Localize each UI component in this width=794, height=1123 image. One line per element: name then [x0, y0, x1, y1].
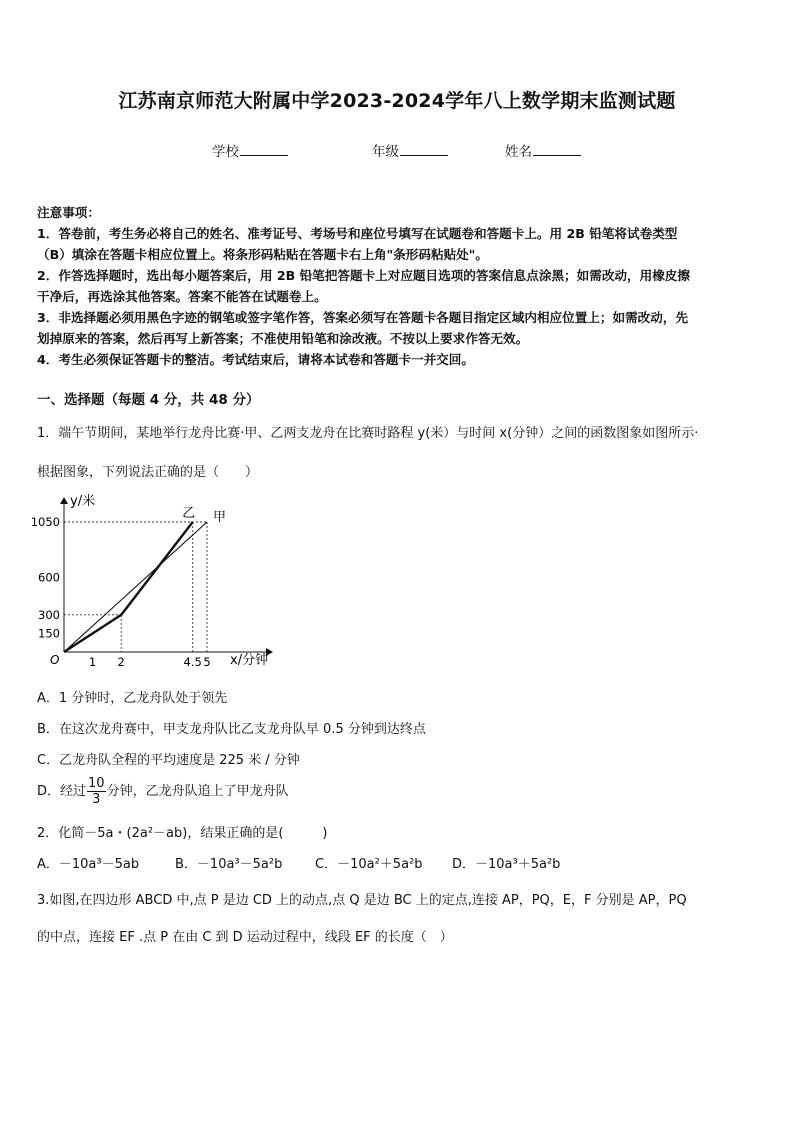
- q1-option-d-prefix: D．经过: [37, 784, 87, 799]
- grade-blank: [400, 142, 448, 156]
- q3-stem-line1: 3.如图,在四边形 ABCD 中,点 P 是边 CD 上的动点,点 Q 是边 BC 上的定点,连接 AP，PQ，E，F 分别是 AP，PQ: [37, 893, 687, 908]
- origin-label: O: [50, 653, 60, 667]
- note-line: （B）填涂在答题卡相应位置上。将条形码粘贴在答题卡右上角"条形码粘贴处"。: [37, 247, 488, 262]
- grade-label: 年级: [372, 144, 399, 160]
- series-label: 乙: [182, 506, 196, 522]
- x-axis-label: x/分钟: [230, 653, 269, 668]
- y-tick-label: 300: [38, 607, 60, 622]
- q1-stem-line2: 根据图象，下列说法正确的是（ ）: [37, 465, 259, 480]
- series-line-yi: [64, 522, 193, 652]
- fraction-numerator: 10: [88, 776, 105, 791]
- notes-heading: 注意事项：: [37, 205, 100, 220]
- name-field: [505, 140, 581, 160]
- y-axis-label: y/米: [70, 494, 96, 509]
- name-label: 姓名: [505, 144, 532, 160]
- note-line: 3．非选择题必须用黑色字迹的钢笔或签字笔作答，答案必须写在答题卡各题目指定区域内相应位置上；如需改动，先: [37, 310, 689, 325]
- school-field: [212, 140, 288, 160]
- fraction: [87, 776, 106, 807]
- note-line: 2．作答选择题时，选出每小题答案后，用 2B 铅笔把答题卡上对应题目选项的答案信息点涂黑；如需改动，用橡皮擦: [37, 268, 690, 283]
- q1-option-c: C．乙龙舟队全程的平均速度是 225 米 / 分钟: [37, 753, 300, 768]
- x-tick-label: 1: [88, 655, 97, 669]
- series-label: 甲: [213, 510, 227, 526]
- x-tick-label: 2: [117, 655, 125, 669]
- x-tick-label: 4.5: [183, 655, 202, 669]
- section-heading: 一、选择题（每题 4 分，共 48 分）: [37, 392, 260, 408]
- school-blank: [240, 142, 288, 156]
- q2-option-b: B．－10a³－5a²b: [175, 857, 283, 872]
- q1-option-d: [37, 776, 289, 807]
- q2-stem: 2．化简－5a・(2a²－ab)，结果正确的是( ): [37, 826, 328, 841]
- q2-option-a: A．－10a³－5ab: [37, 857, 140, 872]
- q2-option-d: D．－10a³＋5a²b: [452, 857, 561, 872]
- grade-field: [372, 140, 448, 160]
- q1-stem-line1: 1．端午节期间，某地举行龙舟比赛·甲、乙两支龙舟在比赛时路程 y(米）与时间 x(分钟）之间的函数图象如图所示·: [37, 426, 699, 441]
- y-tick-label: 150: [38, 626, 60, 641]
- note-line: 干净后，再选涂其他答案。答案不能答在试题卷上。: [37, 289, 327, 304]
- q1-graph: [30, 490, 290, 680]
- series-line-jia: [64, 522, 207, 652]
- name-blank: [533, 142, 581, 156]
- y-tick-label: 600: [38, 570, 60, 585]
- page-title: 江苏南京师范大附属中学2023-2024学年八上数学期末监测试题: [118, 90, 676, 112]
- q1-option-b: B．在这次龙舟赛中，甲支龙舟队比乙支龙舟队早 0.5 分钟到达终点: [37, 722, 426, 737]
- x-tick-label: 5: [203, 655, 211, 669]
- note-line: 划掉原来的答案，然后再写上新答案；不准使用铅笔和涂改液。不按以上要求作答无效。: [37, 331, 529, 346]
- note-line: 4．考生必须保证答题卡的整洁。考试结束后，请将本试卷和答题卡一并交回。: [37, 352, 474, 367]
- q2-option-c: C．－10a²＋5a²b: [315, 857, 423, 872]
- q1-option-d-suffix: 分钟，乙龙舟队追上了甲龙舟队: [106, 784, 289, 799]
- note-line: 1．答卷前，考生务必将自己的姓名、准考证号、考场号和座位号填写在试题卷和答题卡上。用 2B 铅笔将试卷类型: [37, 226, 678, 241]
- q1-option-a: A．1 分钟时，乙龙舟队处于领先: [37, 691, 228, 706]
- school-label: 学校: [212, 144, 239, 160]
- q3-stem-line2: 的中点，连接 EF .点 P 在由 C 到 D 运动过程中，线段 EF 的长度（ ）: [37, 930, 453, 945]
- fraction-denominator: 3: [92, 792, 101, 807]
- y-tick-label: 1050: [30, 515, 60, 530]
